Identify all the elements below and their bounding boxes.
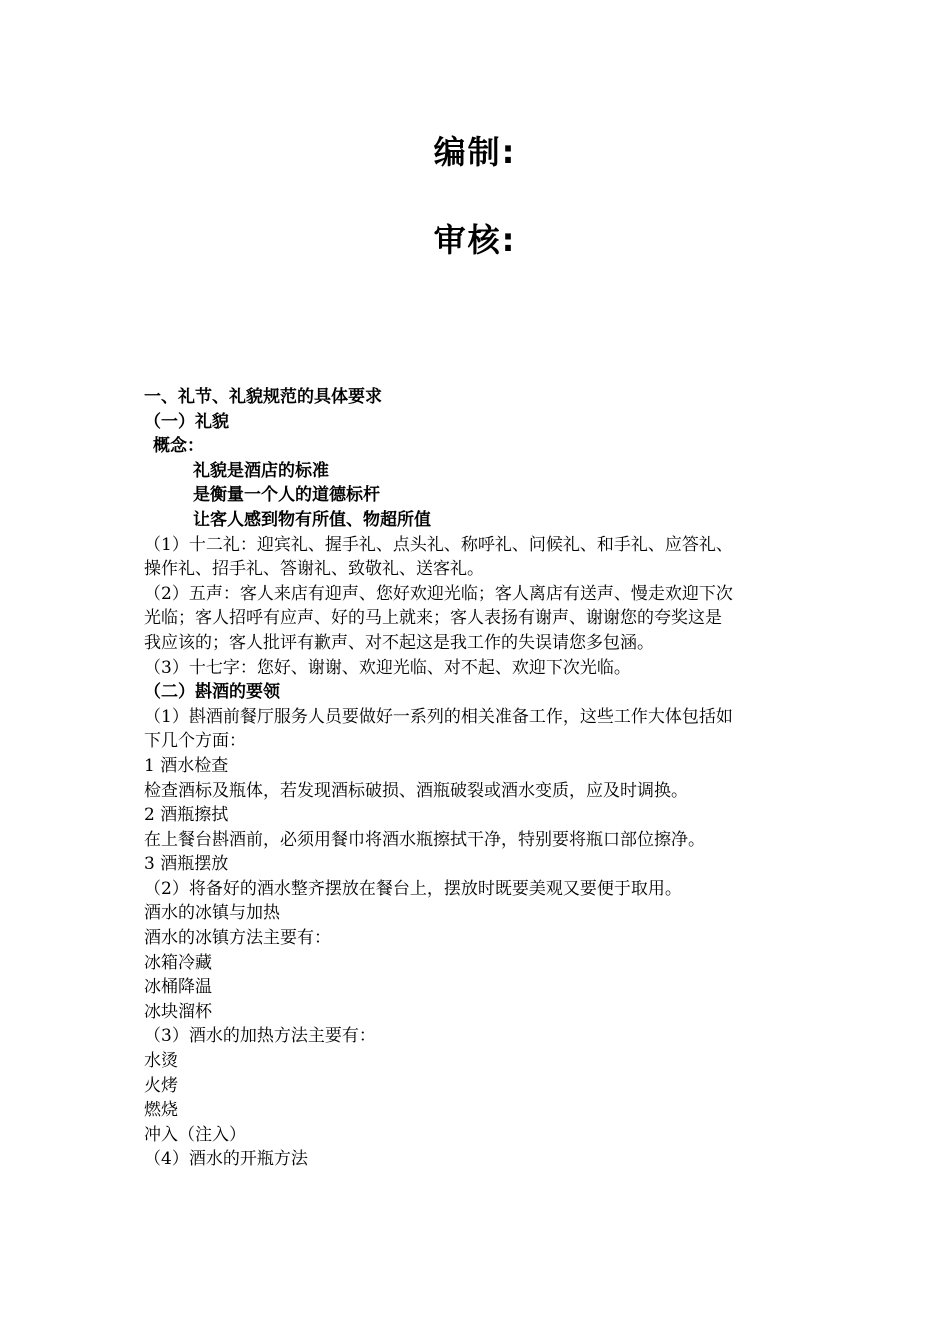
editor-label: 编制: bbox=[433, 133, 517, 171]
reviewer-label: 审核: bbox=[433, 221, 517, 259]
paragraph-line: 火烤 bbox=[144, 1075, 178, 1096]
paragraph-line: （1）十二礼：迎宾礼、握手礼、点头礼、称呼礼、问候礼、和手礼、应答礼、 bbox=[144, 534, 733, 555]
concept-label: 概念： bbox=[153, 436, 204, 457]
paragraph-line: （3）酒水的加热方法主要有： bbox=[144, 1026, 376, 1047]
paragraph-line: 我应该的；客人批评有歉声、对不起这是我工作的失误请您多包涵。 bbox=[144, 632, 654, 653]
paragraph-line: 下几个方面： bbox=[144, 731, 246, 752]
paragraph-line: 2 酒瓶擦拭 bbox=[144, 805, 229, 826]
paragraph-line: （3）十七字：您好、谢谢、欢迎光临、对不起、欢迎下次光临。 bbox=[144, 657, 631, 678]
paragraph-line: 酒水的冰镇与加热 bbox=[144, 903, 280, 924]
definition-line: 是衡量一个人的道德标杆 bbox=[193, 485, 380, 506]
paragraph-line: （1）斟酒前餐厅服务人员要做好一系列的相关准备工作，这些工作大体包括如 bbox=[144, 706, 733, 727]
document-body bbox=[144, 385, 814, 1172]
section-heading: 一、礼节、礼貌规范的具体要求 bbox=[144, 387, 382, 407]
subsection-heading-courtesy: （一）礼貌 bbox=[144, 411, 229, 432]
paragraph-line: 光临；客人招呼有应声、好的马上就来；客人表扬有谢声、谢谢您的夸奖这是 bbox=[144, 608, 722, 629]
definition-line: 礼貌是酒店的标准 bbox=[193, 460, 329, 481]
paragraph-line: 检查酒标及瓶体，若发现酒标破损、酒瓶破裂或酒水变质，应及时调换。 bbox=[144, 780, 688, 801]
paragraph-line: 冰块溜杯 bbox=[144, 1001, 212, 1022]
paragraph-line: 3 酒瓶摆放 bbox=[144, 854, 229, 875]
paragraph-line: （4）酒水的开瓶方法 bbox=[144, 1149, 308, 1170]
paragraph-line: 燃烧 bbox=[144, 1100, 178, 1121]
paragraph-line: 操作礼、招手礼、答谢礼、致敬礼、送客礼。 bbox=[144, 559, 484, 580]
paragraph-line: （2）五声：客人来店有迎声、您好欢迎光临；客人离店有送声、慢走欢迎下次 bbox=[144, 583, 733, 604]
paragraph-line: 冰箱冷藏 bbox=[144, 952, 212, 973]
definition-line: 让客人感到物有所值、物超所值 bbox=[193, 509, 431, 530]
subsection-heading-pouring: （二）斟酒的要领 bbox=[144, 682, 280, 703]
paragraph-line: （2）将备好的酒水整齐摆放在餐台上，摆放时既要美观又要便于取用。 bbox=[144, 878, 682, 899]
paragraph-line: 酒水的冰镇方法主要有： bbox=[144, 928, 331, 949]
paragraph-line: 在上餐台斟酒前，必须用餐巾将酒水瓶擦拭干净，特别要将瓶口部位擦净。 bbox=[144, 829, 705, 850]
paragraph-line: 冰桶降温 bbox=[144, 977, 212, 998]
paragraph-line: 1 酒水检查 bbox=[144, 755, 229, 776]
paragraph-line: 水烫 bbox=[144, 1051, 178, 1072]
paragraph-line: 冲入（注入） bbox=[144, 1124, 246, 1145]
